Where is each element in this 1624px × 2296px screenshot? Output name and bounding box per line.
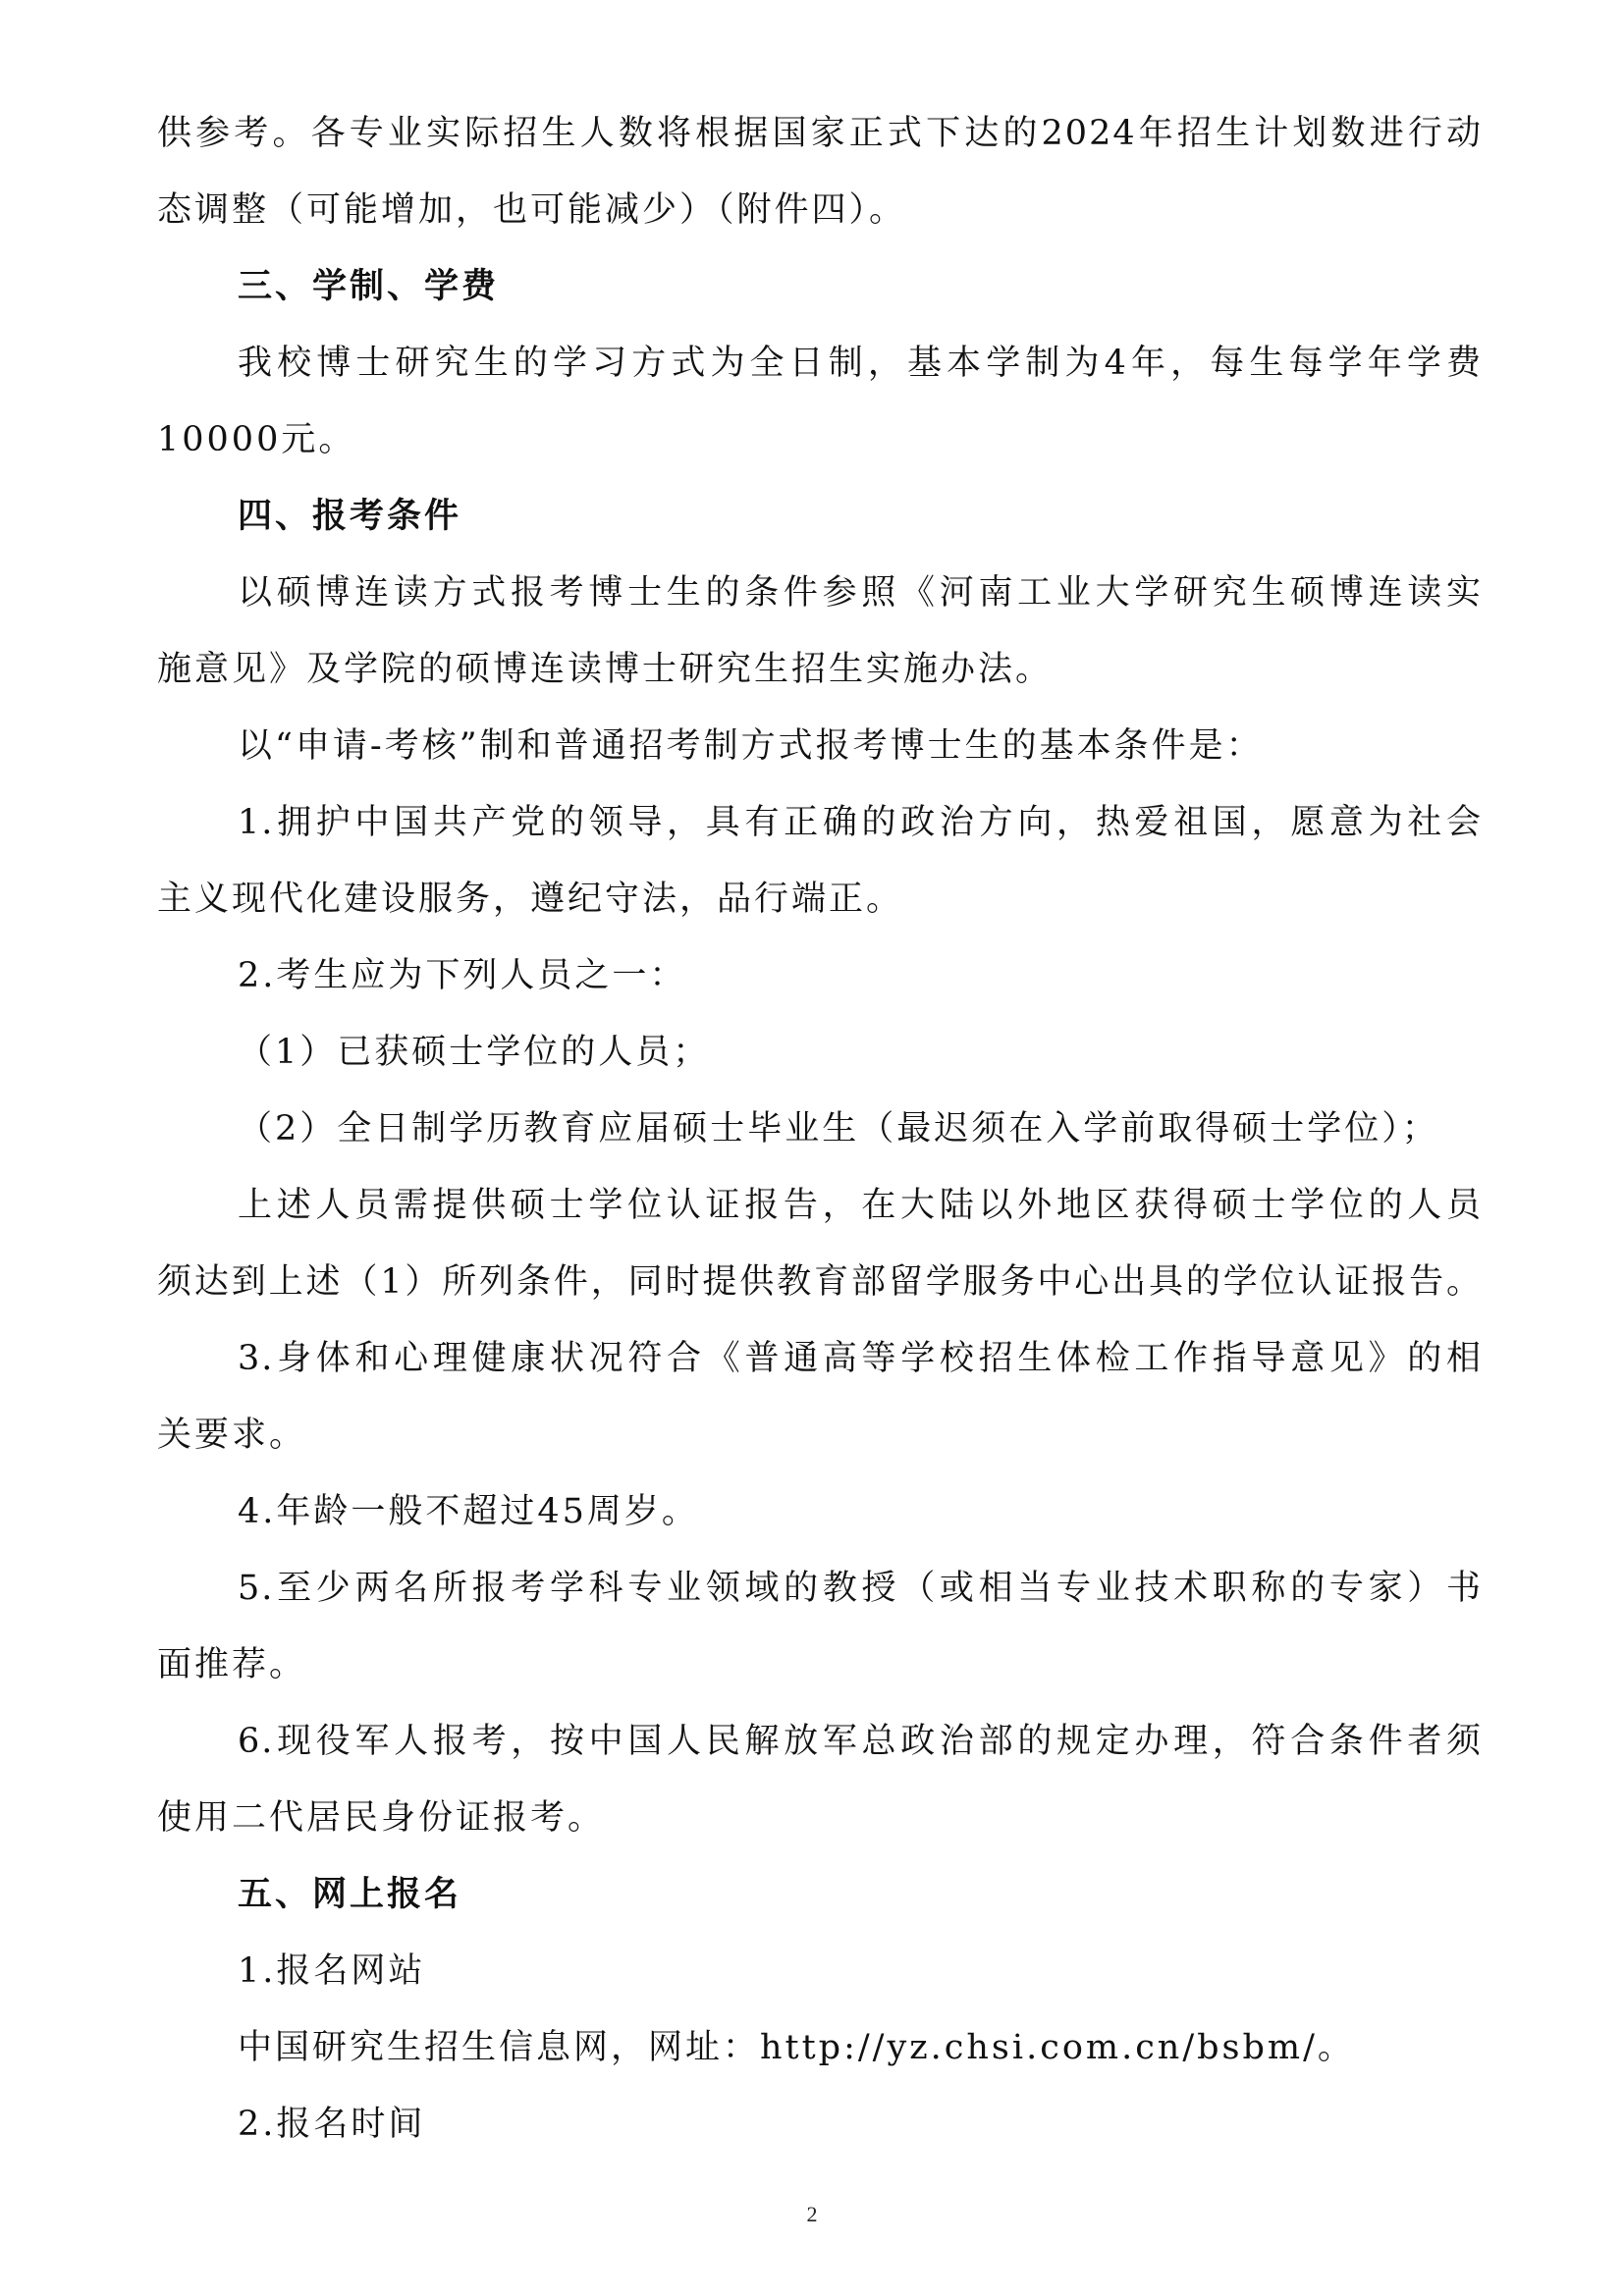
paragraph-line: 5.至少两名所报考学科专业领域的教授（或相当专业技术职称的专家）书 [238,1569,1483,1608]
paragraph-line: 以硕博连读方式报考博士生的条件参照《河南工业大学研究生硕博连读实 [238,573,1483,613]
paragraph-line: 10000元。 [157,420,356,459]
paragraph-line: 态调整（可能增加，也可能减少）（附件四）。 [157,190,907,230]
section-heading: 五、网上报名 [238,1874,462,1914]
paragraph-line: 1.报名网站 [238,1951,426,1991]
paragraph-line: 面推荐。 [157,1645,307,1684]
paragraph-line: 主义现代化建设服务，遵纪守法，品行端正。 [157,880,904,919]
paragraph-line: （2）全日制学历教育应届硕士毕业生（最迟须在入学前取得硕士学位）； [238,1109,1439,1148]
paragraph-line: 施意见》及学院的硕博连读博士研究生招生实施办法。 [157,650,1054,689]
section-heading: 三、学制、学费 [238,266,500,306]
section-heading: 四、报考条件 [238,496,462,536]
paragraph-line: 3.身体和心理健康状况符合《普通高等学校招生体检工作指导意见》的相 [238,1339,1483,1378]
paragraph-line: 2.考生应为下列人员之一： [238,956,687,995]
paragraph-line: 中国研究生招生信息网，网址：http://yz.chsi.com.cn/bsbm/。 [238,2028,1355,2067]
paragraph-line: 1.拥护中国共产党的领导，具有正确的政治方向，热爱祖国，愿意为社会 [238,803,1483,842]
paragraph-line: 2.报名时间 [238,2105,426,2144]
paragraph-line: （1）已获硕士学位的人员； [238,1033,711,1072]
paragraph-line: 以“申请-考核”制和普通招考制方式报考博士生的基本条件是： [238,726,1264,766]
paragraph-line: 须达到上述（1）所列条件，同时提供教育部留学服务中心出具的学位认证报告。 [157,1262,1483,1302]
paragraph-line: 使用二代居民身份证报考。 [157,1798,606,1838]
paragraph-line: 6.现役军人报考，按中国人民解放军总政治部的规定办理，符合条件者须 [238,1722,1483,1761]
paragraph-line: 4.年龄一般不超过45周岁。 [238,1492,699,1531]
page-number: 2 [806,2202,818,2226]
paragraph-line: 我校博士研究生的学习方式为全日制，基本学制为4年，每生每学年学费 [238,344,1483,383]
paragraph-line: 供参考。各专业实际招生人数将根据国家正式下达的2024年招生计划数进行动 [157,114,1483,153]
paragraph-line: 关要求。 [157,1415,307,1455]
paragraph-line: 上述人员需提供硕士学位认证报告，在大陆以外地区获得硕士学位的人员 [238,1186,1483,1225]
